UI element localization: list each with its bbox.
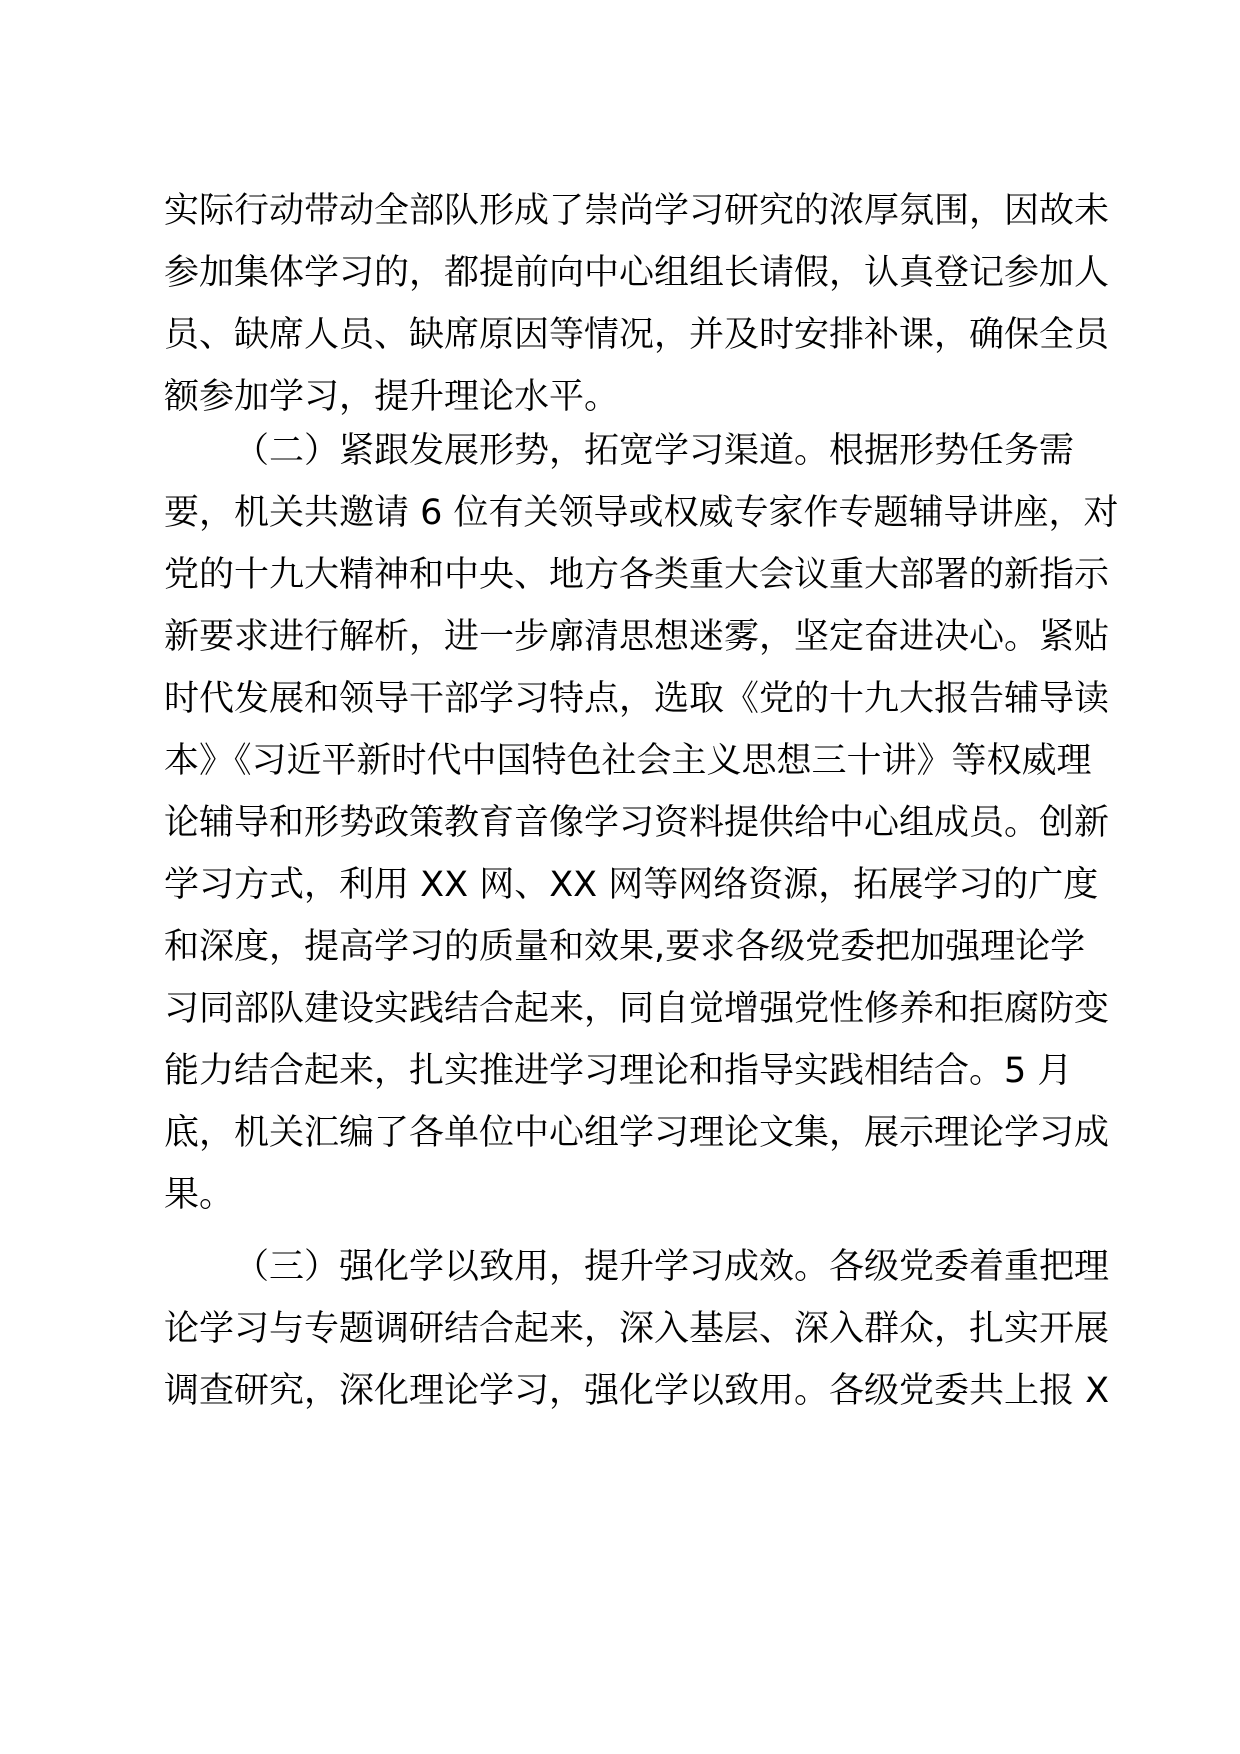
paragraph-line: 党的十九大精神和中央、地方各类重大会议重大部署的新指示: [164, 555, 1110, 595]
paragraph-line: （三）强化学以致用，提升学习成效。各级党委着重把理: [234, 1247, 1110, 1287]
paragraph-line: 新要求进行解析，进一步廓清思想迷雾，坚定奋进决心。紧贴: [164, 617, 1110, 657]
paragraph-line: 论辅导和形势政策教育音像学习资料提供给中心组成员。创新: [164, 803, 1110, 843]
paragraph-line: 能力结合起来，扎实推进学习理论和指导实践相结合。5 月: [164, 1051, 1073, 1091]
paragraph-line: 习同部队建设实践结合起来，同自觉增强党性修养和拒腐防变: [164, 989, 1110, 1029]
paragraph-line: 参加集体学习的，都提前向中心组组长请假，认真登记参加人: [164, 253, 1110, 293]
paragraph-line: 学习方式，利用 XX 网、XX 网等网络资源，拓展学习的广度: [164, 865, 1099, 905]
paragraph-line: （二）紧跟发展形势，拓宽学习渠道。根据形势任务需: [234, 431, 1075, 471]
paragraph-line: 时代发展和领导干部学习特点，选取《党的十九大报告辅导读: [164, 679, 1110, 719]
paragraph-line: 底，机关汇编了各单位中心组学习理论文集，展示理论学习成: [164, 1113, 1110, 1153]
paragraph-line: 论学习与专题调研结合起来，深入基层、深入群众，扎实开展: [164, 1309, 1110, 1349]
paragraph-line: 额参加学习，提升理论水平。: [164, 377, 620, 417]
paragraph-line: 实际行动带动全部队形成了崇尚学习研究的浓厚氛围，因故未: [164, 191, 1110, 231]
paragraph-2: [164, 420, 1119, 1226]
paragraph-line: 和深度，提高学习的质量和效果,要求各级党委把加强理论学: [164, 927, 1086, 967]
paragraph-1: [164, 180, 1110, 428]
paragraph-line: 要，机关共邀请 6 位有关领导或权威专家作专题辅导讲座，对: [164, 493, 1119, 533]
paragraph-line: 调查研究，深化理论学习，强化学以致用。各级党委共上报 X: [164, 1371, 1110, 1411]
paragraph-3: [164, 1236, 1110, 1422]
paragraph-line: 员、缺席人员、缺席原因等情况，并及时安排补课，确保全员: [164, 315, 1110, 355]
paragraph-line: 本》《习近平新时代中国特色社会主义思想三十讲》等权威理: [164, 741, 1092, 781]
paragraph-line: 果。: [164, 1175, 235, 1215]
